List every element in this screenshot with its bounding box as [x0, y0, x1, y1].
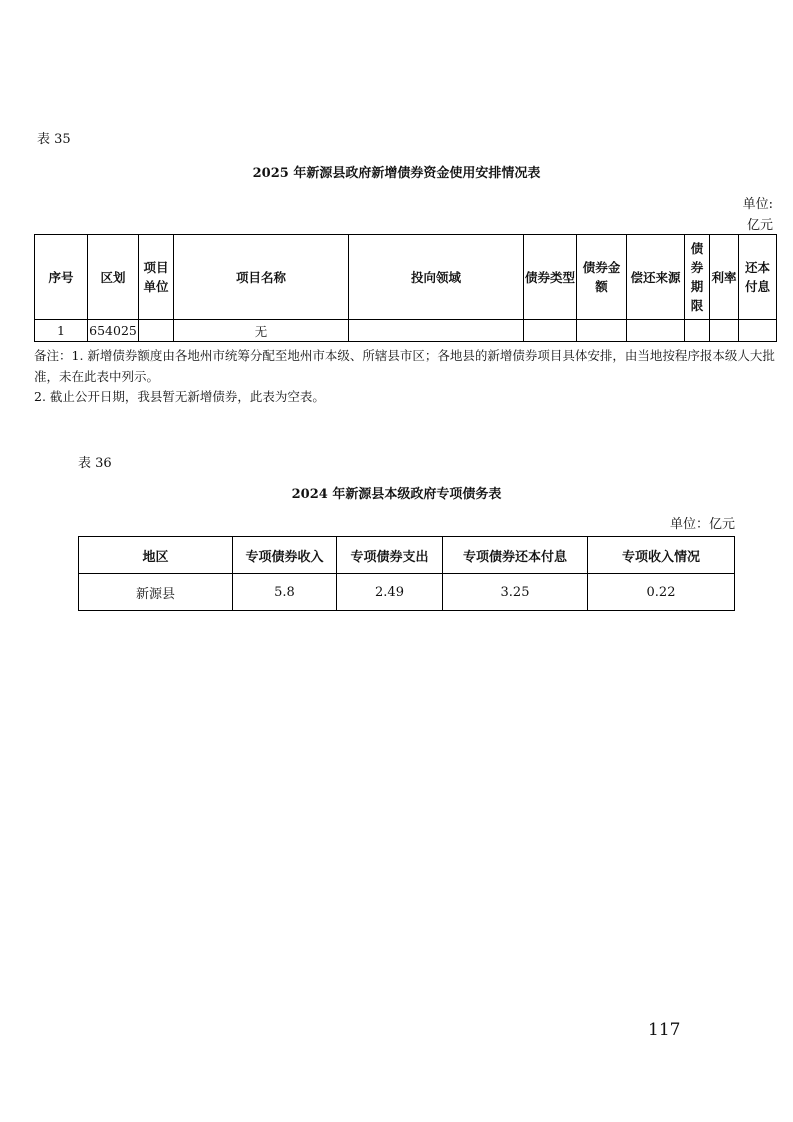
table-cell — [139, 320, 174, 342]
table-35-note-1: 备注：1. 新增债券额度由各地州市统筹分配至地州市本级、所辖县市区；各地县的新增债券项目具体安排，由当地按程序报本级人大批准，未在此表中列示。 — [34, 348, 775, 384]
table-36 — [78, 536, 735, 611]
header-cell: 地区 — [79, 537, 233, 574]
table-35-unit-label: 单位: — [742, 197, 773, 212]
header-cell: 序号 — [35, 235, 88, 320]
table-cell — [349, 320, 524, 342]
header-cell: 利率 — [710, 235, 739, 320]
header-cell: 还本付息 — [739, 235, 777, 320]
header-cell: 投向领域 — [349, 235, 524, 320]
header-cell: 债券金额 — [577, 235, 627, 320]
table-cell: 1 — [35, 320, 88, 342]
header-cell: 偿还来源 — [627, 235, 685, 320]
table-cell: 654025 — [88, 320, 139, 342]
header-cell: 项目名称 — [174, 235, 349, 320]
table-header-row — [79, 537, 735, 574]
table-36-title: 2024 年新源县本级政府专项债务表 — [291, 487, 502, 502]
header-cell: 债券类型 — [524, 235, 577, 320]
table-row — [79, 574, 735, 611]
table-cell — [685, 320, 710, 342]
page-number: 117 — [648, 1020, 681, 1040]
table-36-unit: 单位：亿元 — [669, 517, 735, 532]
table-cell — [577, 320, 627, 342]
table-35-title: 2025 年新源县政府新增债券资金使用安排情况表 — [252, 166, 541, 181]
table-header-row — [35, 235, 777, 320]
table-cell — [524, 320, 577, 342]
header-cell: 专项收入情况 — [588, 537, 735, 574]
table-cell: 新源县 — [79, 574, 233, 611]
table-cell — [627, 320, 685, 342]
header-cell: 区划 — [88, 235, 139, 320]
table-35 — [34, 234, 777, 342]
table-cell — [710, 320, 739, 342]
header-cell: 专项债券支出 — [337, 537, 443, 574]
table-cell: 2.49 — [337, 574, 443, 611]
table-cell: 无 — [174, 320, 349, 342]
table-35-label: 表 35 — [37, 132, 71, 147]
header-cell: 债券期限 — [685, 235, 710, 320]
header-cell: 专项债券收入 — [233, 537, 337, 574]
table-35-note-2: 2. 截止公开日期，我县暂无新增债券，此表为空表。 — [34, 389, 325, 404]
table-35-unit-value: 亿元 — [746, 218, 773, 233]
table-cell: 0.22 — [588, 574, 735, 611]
table-cell: 5.8 — [233, 574, 337, 611]
table-cell: 3.25 — [443, 574, 588, 611]
table-row — [35, 320, 777, 342]
header-cell: 专项债券还本付息 — [443, 537, 588, 574]
table-cell — [739, 320, 777, 342]
table-36-label: 表 36 — [78, 456, 112, 471]
header-cell: 项目单位 — [139, 235, 174, 320]
